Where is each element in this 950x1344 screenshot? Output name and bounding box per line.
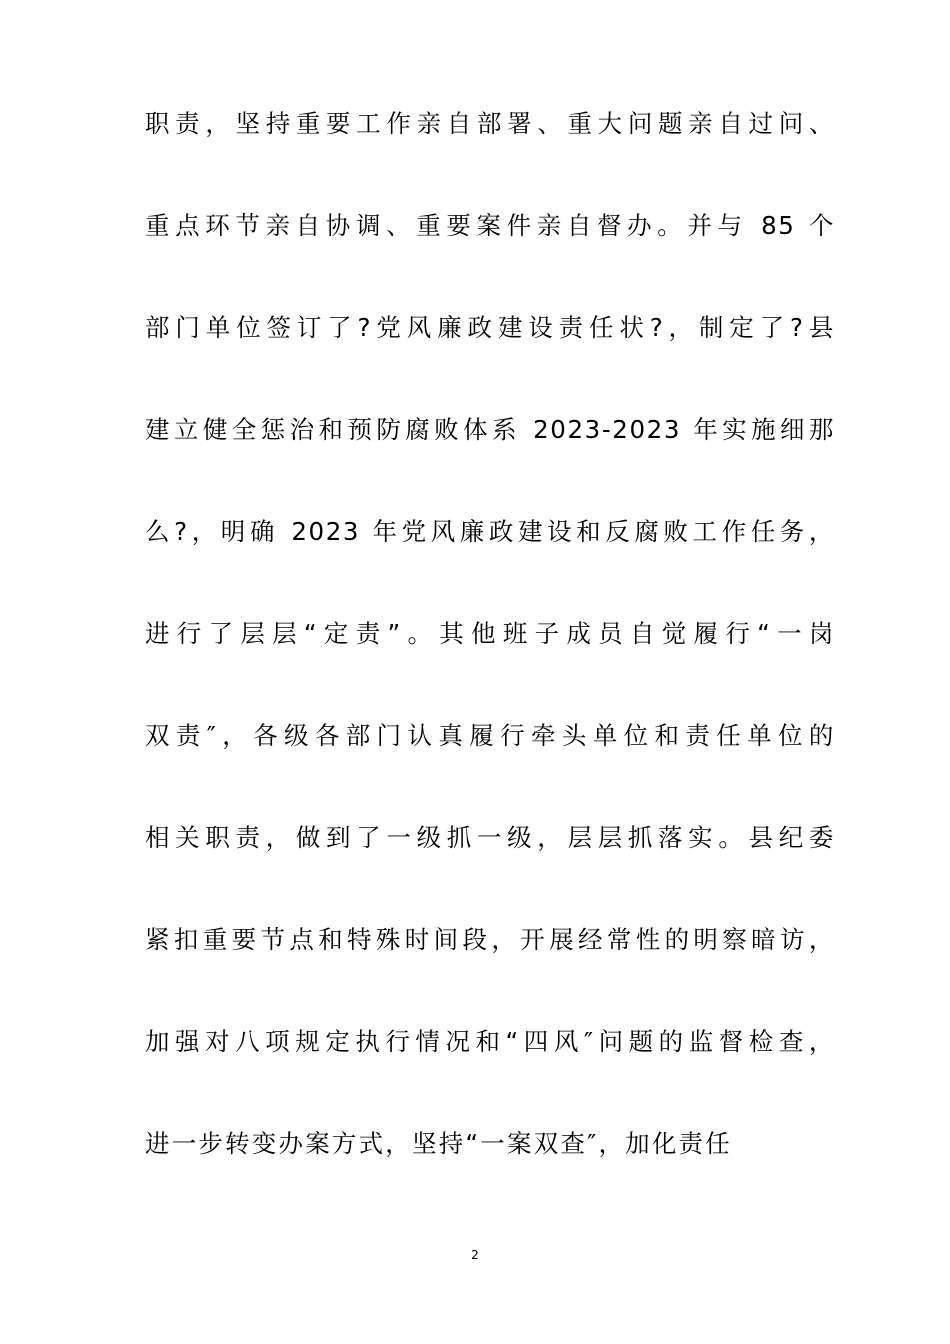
page-number: 2 <box>471 1248 479 1262</box>
body-text <box>145 109 835 1234</box>
text-line: 建立健全惩治和预防腐败体系 2023-2023 年实施细那 <box>145 415 835 444</box>
text-line: 么?，明确 2023 年党风廉政建设和反腐败工作任务， <box>145 517 835 546</box>
text-line: 进一步转变办案方式，坚持“一案双查″，加化责任 <box>145 1129 732 1158</box>
text-line: 相关职责，做到了一级抓一级，层层抓落实。县纪委 <box>145 823 835 852</box>
text-line: 职责，坚持重要工作亲自部署、重大问题亲自过问、 <box>145 109 835 138</box>
text-line: 双责″，各级各部门认真履行牵头单位和责任单位的 <box>145 721 835 750</box>
text-line: 重点环节亲自协调、重要案件亲自督办。并与 85 个 <box>145 211 835 240</box>
text-line: 紧扣重要节点和特殊时间段，开展经常性的明察暗访， <box>145 925 835 954</box>
text-line: 部门单位签订了?党风廉政建设责任状?，制定了?县 <box>145 313 835 342</box>
text-line: 加强对八项规定执行情况和“四风″问题的监督检查， <box>145 1027 835 1056</box>
text-line: 进行了层层“定责”。其他班子成员自觉履行“一岗 <box>145 619 835 648</box>
